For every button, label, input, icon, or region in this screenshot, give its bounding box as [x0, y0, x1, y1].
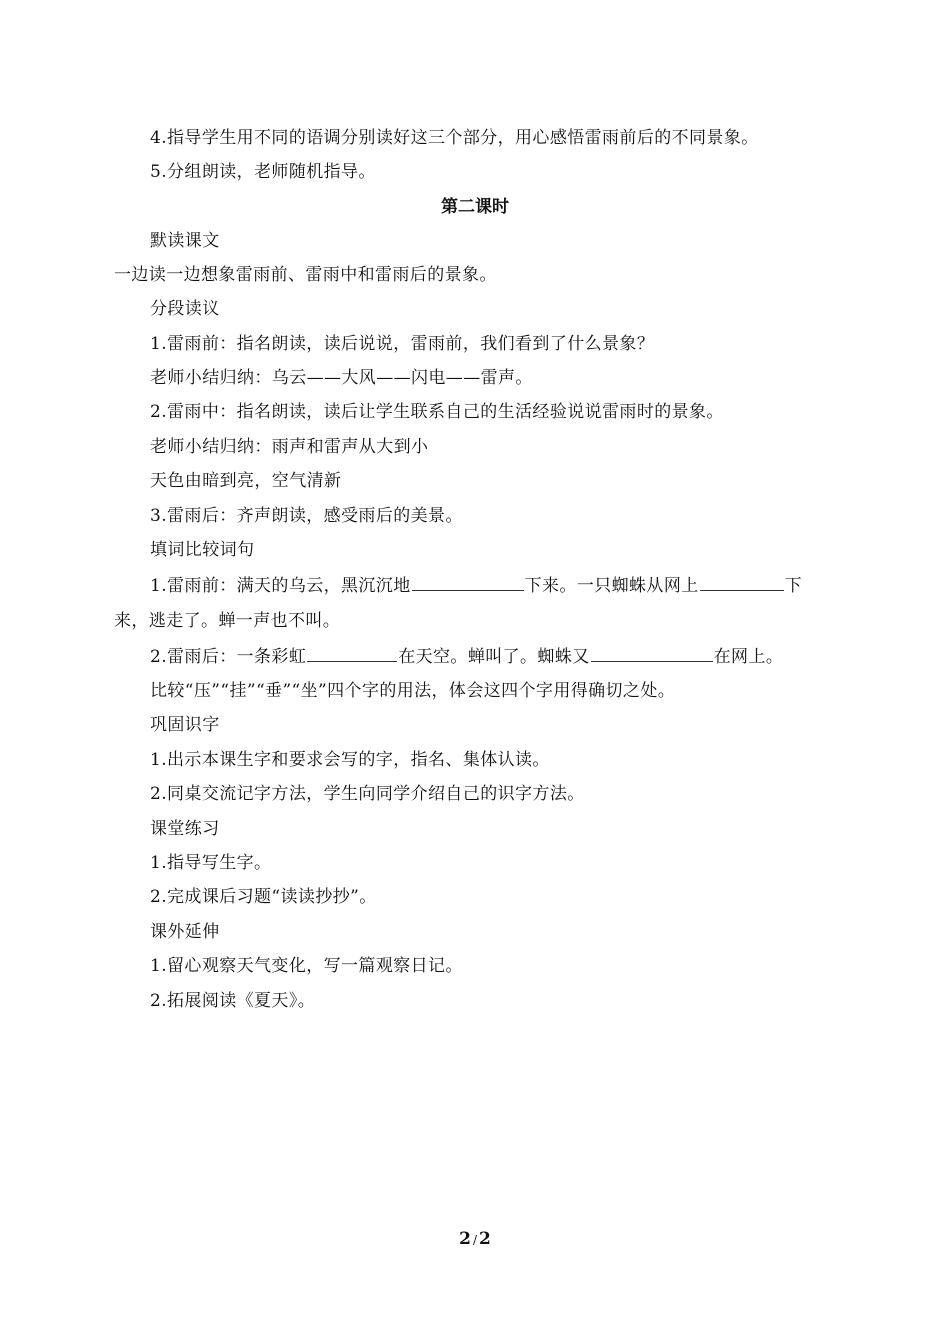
- fill-blank-line-2: [150, 645, 783, 668]
- page-number: [0, 1229, 950, 1249]
- extension-item-2: 2.拓展阅读《夏天》。: [150, 991, 316, 1011]
- fill-blank-line-1-cont: 来，逃走了。蝉一声也不叫。: [114, 611, 341, 631]
- page-separator: /: [472, 1233, 478, 1247]
- consolidate-item-1: 1.出示本课生字和要求会写的字，指名、集体认读。: [150, 750, 550, 770]
- item-after-storm: 3.雷雨后：齐声朗读，感受雨后的美景。: [150, 506, 463, 526]
- paragraph-imagine: 一边读一边想象雷雨前、雷雨中和雷雨后的景象。: [114, 265, 497, 285]
- subheading-silent-reading: 默读课文: [150, 231, 220, 251]
- fill-blank-line-1: [150, 574, 802, 597]
- summary-before-storm: 老师小结归纳：乌云——大风——闪电——雷声。: [150, 368, 533, 388]
- fill-text-1b: 下来。一只蜘蛛从网上: [524, 576, 699, 596]
- fill-text-1c: 下: [784, 576, 803, 596]
- subheading-class-practice: 课堂练习: [150, 819, 220, 839]
- subheading-consolidate: 巩固识字: [150, 715, 220, 735]
- subheading-segment-reading: 分段读议: [150, 299, 220, 319]
- consolidate-item-2: 2.同桌交流记字方法，学生向同学介绍自己的识字方法。: [150, 784, 585, 804]
- blank-field-1: [412, 574, 524, 591]
- blank-field-3: [307, 645, 397, 662]
- fill-text-2c: 在网上。: [713, 647, 784, 667]
- fill-text-2a: 2.雷雨后：一条彩虹: [150, 647, 307, 667]
- blank-field-4: [591, 645, 713, 662]
- summary-during-storm: 老师小结归纳：雨声和雷声从大到小: [150, 437, 429, 457]
- total-pages: 2: [479, 1229, 491, 1249]
- fill-text-1a: 1.雷雨前：满天的乌云，黑沉沉地: [150, 576, 411, 596]
- step-4-text: 4.指导学生用不同的语调分别读好这三个部分，用心感悟雷雨前后的不同景象。: [150, 128, 759, 148]
- extension-item-1: 1.留心观察天气变化，写一篇观察日记。: [150, 956, 463, 976]
- section-heading: 第二课时: [441, 197, 509, 217]
- item-during-storm: 2.雷雨中：指名朗读，读后让学生联系自己的生活经验说说雷雨时的景象。: [150, 402, 724, 422]
- practice-item-2: 2.完成课后习题“读读抄抄”。: [150, 887, 377, 907]
- step-5-text: 5.分组朗读，老师随机指导。: [150, 162, 376, 182]
- subheading-fill-words: 填词比较词句: [150, 540, 255, 560]
- item-before-storm: 1.雷雨前：指名朗读，读后说说，雷雨前，我们看到了什么景象？: [150, 334, 655, 354]
- compare-words-text: 比较“压”“挂”“垂”“坐”四个字的用法，体会这四个字用得确切之处。: [150, 681, 676, 701]
- blank-field-2: [700, 574, 784, 591]
- summary-sky: 天色由暗到亮，空气清新: [150, 471, 342, 491]
- subheading-extension: 课外延伸: [150, 922, 220, 942]
- current-page: 2: [459, 1229, 471, 1249]
- practice-item-1: 1.指导写生字。: [150, 853, 272, 873]
- fill-text-2b: 在天空。蝉叫了。蜘蛛又: [398, 647, 590, 667]
